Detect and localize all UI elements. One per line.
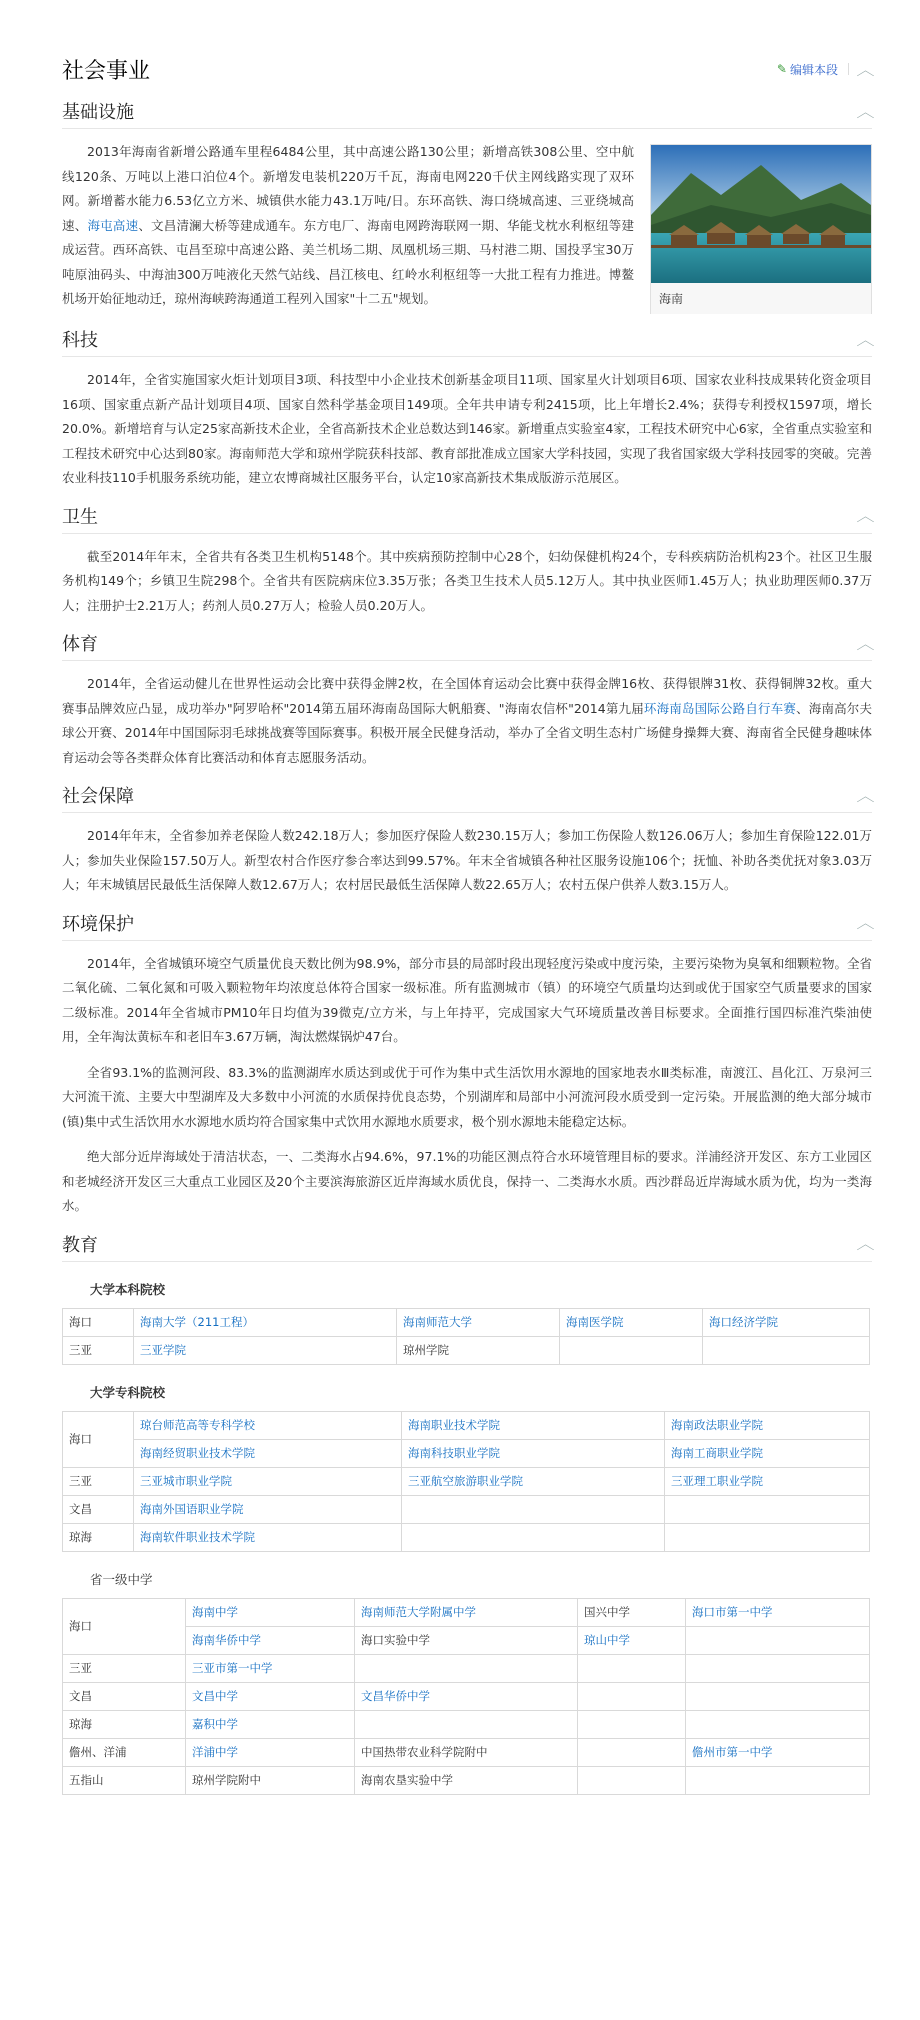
section-title: 体育 (62, 634, 98, 655)
middle-school-table (62, 1598, 870, 1795)
environment-paragraph-3: 绝大部分近岸海域处于清洁状态，一、二类海水占94.6%，97.1%的功能区测点符合水环境管理目标的要求。洋浦经济开发区、东方工业园区和老城经济开发区三大重点工业园区及20个主要滨海旅游区近岸海域水质优良，保持一、二类海水水质。西沙群岛近岸海域水质为优，均为一类海水。 (62, 1149, 872, 1213)
school-link[interactable]: 海口经济学院 (709, 1315, 778, 1329)
chevron-up-icon[interactable]: ︿ (856, 63, 875, 79)
place-cell: 三亚 (63, 1654, 186, 1682)
school-link[interactable]: 海南师范大学附属中学 (361, 1605, 476, 1619)
school-link[interactable]: 海南经贸职业技术学院 (140, 1446, 255, 1460)
table-row (63, 1598, 870, 1626)
table-row (63, 1682, 870, 1710)
table-row (63, 1411, 870, 1439)
school-link[interactable]: 文昌中学 (192, 1689, 238, 1703)
school-link[interactable]: 海南华侨中学 (192, 1633, 261, 1647)
school-link[interactable]: 海口市第一中学 (692, 1605, 773, 1619)
school-link[interactable]: 海南师范大学 (403, 1315, 472, 1329)
school-link[interactable]: 海南大学（211工程） (140, 1315, 254, 1329)
infrastructure-body (62, 129, 872, 314)
school-link[interactable]: 海南工商职业学院 (671, 1446, 763, 1460)
section-title: 科技 (62, 330, 98, 351)
school-link[interactable]: 嘉积中学 (192, 1717, 238, 1731)
school-cell: 中国热带农业科学院附中 (355, 1738, 578, 1766)
section-header-education (62, 1227, 875, 1262)
page-title: 社会事业 (62, 58, 151, 84)
school-link[interactable]: 三亚城市职业学院 (140, 1474, 232, 1488)
text: 、海南高尔夫球公开赛、2014年中国国际羽毛球挑战赛等国际赛事。积极开展全民健身活动，举办了全省文明生态村广场健身操舞大赛、海南省全民健身趣味体育运动会等各类群众体育比赛活动和体育志愿服务活动。 (62, 700, 872, 765)
table-row (63, 1336, 870, 1364)
section-header-social-security (62, 778, 875, 813)
section-title: 社会保障 (62, 786, 134, 807)
main-title-row (62, 52, 875, 86)
chevron-up-icon[interactable]: ︿ (856, 333, 875, 349)
health-paragraph: 截至2014年年末，全省共有各类卫生机构5148个。其中疾病预防控制中心28个，妇幼保健机构24个，专科疾病防治机构23个。社区卫生服务机构149个；乡镇卫生院298个。全省共有医院病床位3.35万张；各类卫生技术人员5.12万人。其中执业医师1.45万人；执业助理医师0.37万人；注册护士2.21万人；药剂人员0.27万人；检验人员0.20万人。 (62, 548, 872, 613)
school-cell: 国兴中学 (578, 1598, 686, 1626)
school-link[interactable]: 洋浦中学 (192, 1745, 238, 1759)
text: 2014年，全省运动健儿在世界性运动会比赛中获得金牌2枚，在全国体育运动会比赛中获得金牌16枚、获得银牌31枚、获得铜牌32枚。重大赛事品牌效应凸显，成功举办"阿罗哈杯"2014第五届环海南岛国际大帆船赛、"海南农信杯"2014第九届 (62, 676, 872, 716)
hainan-image-figure[interactable] (650, 144, 872, 314)
table-caption: 大学专科院校 (90, 1384, 166, 1400)
technology-paragraph: 2014年，全省实施国家火炬计划项目3项、科技型中小企业技术创新基金项目11项、国家星火计划项目6项、国家农业科技成果转化资金项目16项、国家重点新产品计划项目4项、国家自然科学基金项目149项。全年共申请专利2415项，比上年增长2.4%；获得专利授权1597项，增长20.0%。新增培育与认定25家高新技术企业，全省高新技术企业总数达到146家。新增重点实验室4家，工程技术研究中心6家，全省重点实验室和工程技术研究中心达到80家。海南师范大学和琼州学院获科技部、教育部批准成立国家大学科技园，实现了我省国家级大学科技园零的突破。完善农业科技110手机服务系统功能，建立农博商城社区服务平台，认定10家高新技术集成版游示范展区。 (62, 372, 872, 485)
school-cell: 海南农垦实验中学 (355, 1766, 578, 1794)
section-title: 教育 (62, 1234, 98, 1256)
school-link[interactable]: 三亚市第一中学 (192, 1661, 273, 1675)
chevron-up-icon[interactable]: ︿ (856, 917, 875, 932)
chevron-up-icon[interactable]: ︿ (856, 1238, 875, 1253)
school-link[interactable]: 三亚理工职业学院 (671, 1474, 763, 1488)
table-caption: 省一级中学 (90, 1571, 153, 1587)
place-cell: 三亚 (63, 1336, 134, 1364)
undergrad-table (62, 1308, 870, 1365)
school-link[interactable]: 海南外国语职业学院 (140, 1502, 244, 1516)
place-cell: 海口 (63, 1598, 186, 1654)
chevron-up-icon[interactable]: ︿ (856, 105, 875, 121)
table-row (63, 1523, 870, 1551)
chevron-up-icon[interactable]: ︿ (856, 789, 875, 805)
school-link[interactable]: 琼山中学 (584, 1633, 630, 1647)
infrastructure-paragraph (62, 140, 634, 314)
table-caption: 大学本科院校 (90, 1281, 166, 1297)
table-row (63, 1439, 870, 1467)
place-cell: 三亚 (63, 1467, 134, 1495)
table-row (63, 1308, 870, 1336)
social-security-paragraph: 2014年年末，全省参加养老保险人数242.18万人；参加医疗保险人数230.15万人；参加工伤保险人数126.06万人；参加生育保险122.01万人；参加失业保险157.50万人。新型农村合作医疗参合率达到99.57%。年末全省城镇各种社区服务设施106个；抚恤、补助各类优抚对象3.03万人；年末城镇居民最低生活保障人数12.67万人；农村居民最低生活保障人数22.65万人；农村五保户供养人数3.15万人。 (62, 828, 872, 892)
table-row (63, 1654, 870, 1682)
edit-label: 编辑本段 (789, 62, 838, 77)
place-cell: 儋州、洋浦 (63, 1738, 186, 1766)
table-row (63, 1467, 870, 1495)
school-cell: 琼州学院附中 (186, 1766, 355, 1794)
section-title: 基础设施 (62, 102, 134, 123)
school-link[interactable]: 琼台师范高等专科学校 (140, 1418, 255, 1432)
table-row (63, 1495, 870, 1523)
hainan-beach-photo (651, 145, 871, 283)
place-cell: 琼海 (63, 1523, 134, 1551)
college-table (62, 1411, 870, 1552)
school-cell: 海口实验中学 (355, 1626, 578, 1654)
school-link[interactable]: 文昌华侨中学 (361, 1689, 430, 1703)
school-link[interactable]: 海南软件职业技术学院 (140, 1530, 255, 1544)
section-header-technology (62, 322, 875, 357)
chevron-up-icon[interactable]: ︿ (856, 637, 875, 653)
place-cell: 琼海 (63, 1710, 186, 1738)
school-cell: 琼州学院 (397, 1336, 560, 1364)
environment-paragraph-2: 全省93.1%的监测河段、83.3%的监测湖库水质达到或优于可作为集中式生活饮用水源地的国家地表水Ⅲ类标准，南渡江、昌化江、万泉河三大河流干流、主要大中型湖库及大多数中小河流的水质保持优良态势，个别湖库和局部中小河流河段水质受到一定污染。开展监测的绝大部分城市(镇)集中式生活饮用水水源地水质均符合国家集中式饮用水源地水质要求，极个别水源地未能稳定达标。 (62, 1064, 872, 1129)
chevron-up-icon[interactable]: ︿ (856, 510, 875, 525)
sports-paragraph (62, 672, 872, 770)
image-caption: 海南 (651, 283, 871, 314)
school-link[interactable]: 海南中学 (192, 1605, 238, 1619)
section-header-sports (62, 626, 875, 661)
place-cell: 海口 (63, 1411, 134, 1467)
edit-section-button[interactable] (777, 61, 838, 78)
school-link[interactable]: 海南政法职业学院 (671, 1418, 763, 1432)
link-cycling-race[interactable]: 环海南岛国际公路自行车赛 (643, 700, 797, 716)
school-link[interactable]: 儋州市第一中学 (692, 1745, 773, 1759)
table-row (63, 1766, 870, 1794)
text: 、文昌清澜大桥等建成通车。东方电厂、海南电网跨海联网一期、华能戈枕水利枢纽等建成运营。西环高铁、屯昌至琼中高速公路、美兰机场二期、凤凰机场三期、马村港二期、国投孚宝30万吨原油码头、中海油300万吨液化天然气站线、昌江核电、红岭水利枢纽等一大批工程有力推进。博鳌机场开始征地动迁，琼州海峡跨海通道工程列入国家"十二五"规划。 (62, 217, 634, 306)
text: 2013年海南省新增公路通车里程6484公里，其中高速公路130公里；新增高铁308公里、空中航线120条、万吨以上港口泊位4个。新增发电装机220万千瓦，海南电网220千伏主网线路实现了双环网。新增蓄水能力6.53亿立方米、城镇供水能力43.1万吨/日。东环高铁、海口绕城高速、三亚绕城高速、 (62, 144, 634, 233)
section-header-health (62, 499, 875, 534)
table-row (63, 1738, 870, 1766)
school-link[interactable]: 海南医学院 (566, 1315, 624, 1329)
place-cell: 五指山 (63, 1766, 186, 1794)
place-cell: 海口 (63, 1308, 134, 1336)
section-header-infrastructure (62, 94, 875, 129)
table-row (63, 1710, 870, 1738)
pencil-icon: ✎ (776, 62, 787, 76)
school-link[interactable]: 海南职业技术学院 (408, 1418, 500, 1432)
section-title: 环境保护 (62, 913, 134, 935)
school-link[interactable]: 三亚航空旅游职业学院 (408, 1474, 523, 1488)
link-haitun-expressway[interactable]: 海屯高速 (87, 217, 139, 233)
section-title: 卫生 (62, 506, 98, 528)
place-cell: 文昌 (63, 1495, 134, 1523)
place-cell: 文昌 (63, 1682, 186, 1710)
environment-paragraph-1: 2014年，全省城镇环境空气质量优良天数比例为98.9%，部分市县的局部时段出现轻度污染或中度污染，主要污染物为臭氧和细颗粒物。全省二氧化硫、二氧化氮和可吸入颗粒物年均浓度总体符合国家一级标准。所有监测城市（镇）的环境空气质量均达到或优于国家空气质量要求的国家二级标准。2014年全省城市PM10年日均值为39微克/立方米，与上年持平，完成国家大气环境质量改善目标要求。全面推行国四标准汽柴油使用，全年淘汰黄标车和老旧车3.67万辆，淘汰燃煤锅炉47台。 (62, 955, 872, 1044)
title-tools (776, 60, 875, 79)
school-link[interactable]: 海南科技职业学院 (408, 1446, 500, 1460)
section-header-environment (62, 906, 875, 941)
school-link[interactable]: 三亚学院 (140, 1343, 186, 1357)
tool-divider (848, 63, 849, 75)
